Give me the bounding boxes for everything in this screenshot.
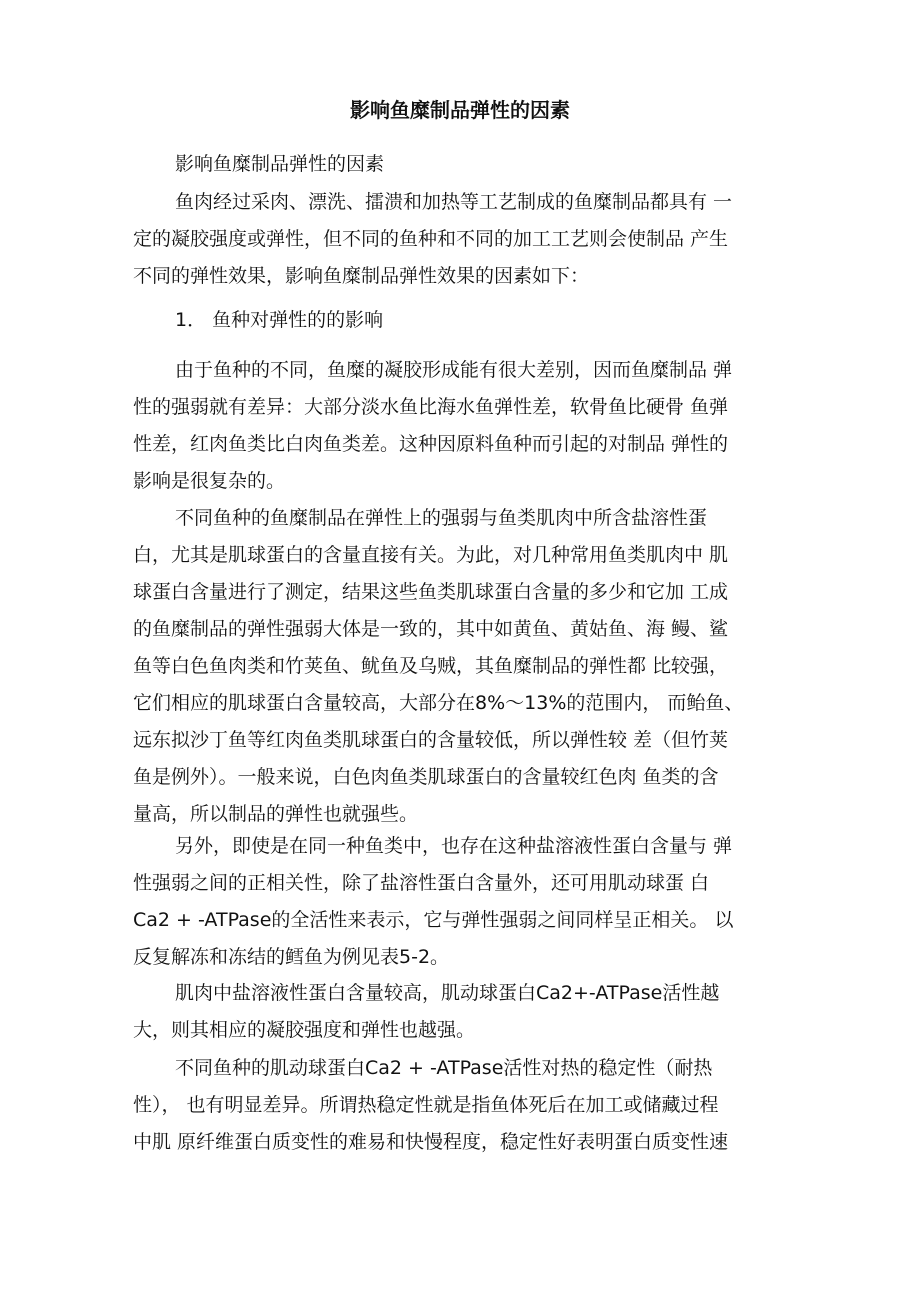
text-line: 白，尤其是肌球蛋白的含量直接有关。为此，对几种常用鱼类肌肉中 肌 — [133, 544, 729, 566]
text-line: 鱼等白色鱼肉类和竹荚鱼、鱿鱼及乌贼，其鱼糜制品的弹性都 比较强， — [133, 655, 729, 677]
text-line: 性强弱之间的正相关性，除了盐溶性蛋白含量外，还可用肌动球蛋 白 — [133, 872, 710, 894]
subtitle — [133, 146, 793, 183]
text-line: 大，则其相应的凝胶强度和弹性也越强。 — [133, 1019, 476, 1041]
text-line: 它们相应的肌球蛋白含量较高，大部分在8%〜13%的范围内， 而鲐鱼、 — [133, 692, 744, 714]
section-heading — [133, 302, 793, 339]
text-line: 性的强弱就有差异：大部分淡水鱼比海水鱼弹性差，软骨鱼比硬骨 鱼弹 — [133, 396, 729, 418]
text-line: 不同的弹性效果，影响鱼糜制品弹性效果的因素如下： — [133, 265, 590, 287]
text-line: 1． 鱼种对弹性的的影响 — [175, 309, 384, 331]
text-line: 中肌 原纤维蛋白质变性的难易和快慢程度，稳定性好表明蛋白质变性速 — [133, 1131, 729, 1153]
paragraph — [133, 500, 793, 833]
text-line: 另外，即使是在同一种鱼类中，也存在这种盐溶液性蛋白含量与 弹 — [175, 835, 733, 857]
text-line: 球蛋白含量进行了测定，结果这些鱼类肌球蛋白含量的多少和它加 工成 — [133, 581, 729, 603]
text-line: 的鱼糜制品的弹性强弱大体是一致的，其中如黄鱼、黄姑鱼、海 鳗、鲨 — [133, 618, 729, 640]
paragraph — [133, 1050, 793, 1161]
paragraph — [133, 828, 793, 976]
text-line: 不同鱼种的鱼糜制品在弹性上的强弱与鱼类肌肉中所含盐溶性蛋 — [175, 507, 708, 529]
text-line: 不同鱼种的肌动球蛋白Ca2 + -ATPase活性对热的稳定性（耐热 — [175, 1057, 713, 1079]
document-title: 影响鱼糜制品弹性的因素 — [350, 98, 570, 122]
paragraph — [133, 184, 793, 295]
text-line: 由于鱼种的不同，鱼糜的凝胶形成能有很大差别，因而鱼糜制品 弹 — [175, 359, 733, 381]
text-line: 反复解冻和冻结的鳕鱼为例见表5-2。 — [133, 946, 450, 968]
text-line: 定的凝胶强度或弹性，但不同的鱼种和不同的加工工艺则会使制品 产生 — [133, 228, 729, 250]
text-line: Ca2 + -ATPase的全活性来表示，它与弹性强弱之间同样呈正相关。 以 — [133, 909, 734, 931]
paragraph — [133, 352, 793, 500]
text-line: 鱼是例外）。一般来说，白色肉鱼类肌球蛋白的含量较红色肉 鱼类的含 — [133, 766, 719, 788]
text-line: 量高，所以制品的弹性也就强些。 — [133, 803, 419, 825]
text-line: 肌肉中盐溶液性蛋白含量较高，肌动球蛋白Ca2+-ATPase活性越 — [175, 982, 720, 1004]
paragraph — [133, 975, 793, 1049]
text-line: 鱼肉经过采肉、漂洗、擂溃和加热等工艺制成的鱼糜制品都具有 一 — [175, 191, 733, 213]
text-line: 影响鱼糜制品弹性的因素 — [175, 153, 385, 175]
text-line: 性差，红肉鱼类比白肉鱼类差。这种因原料鱼种而引起的对制品 弹性的 — [133, 433, 729, 455]
text-line: 性）， 也有明显差异。所谓热稳定性就是指鱼体死后在加工或储藏过程 — [133, 1094, 719, 1116]
text-line: 影响是很复杂的。 — [133, 470, 286, 492]
text-line: 远东拟沙丁鱼等红肉鱼类肌球蛋白的含量较低，所以弹性较 差（但竹荚 — [133, 729, 729, 751]
